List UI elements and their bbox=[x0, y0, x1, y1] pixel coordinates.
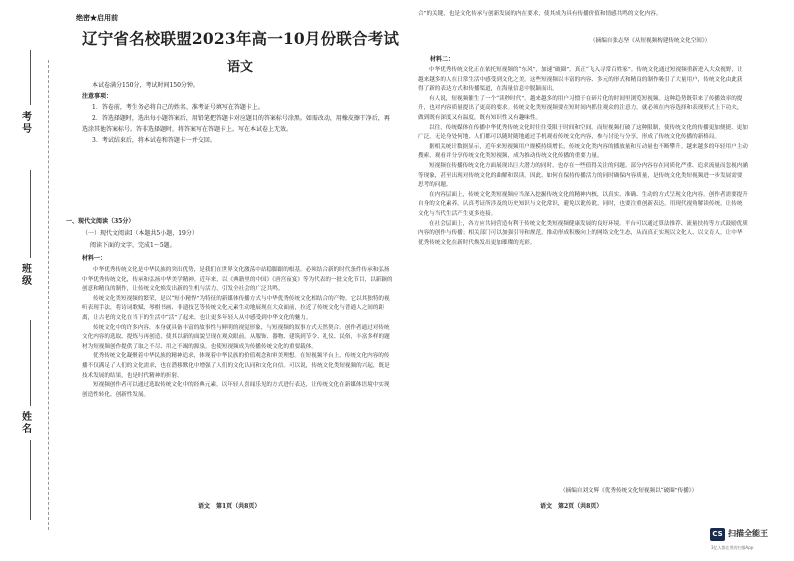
camscanner-icon: CS bbox=[710, 528, 725, 541]
paragraph: 优秀传统文化凝聚着中华民族的精神追求，体现着中华民族的价值观念和审美理想。在短视频平台上，传统文化内容的传播不仅满足了人们的文化需求，也在潜移默化中增强了人们的文化认同和文化自信。可以说，传统文化类短视频的兴起，既是技术发展的结果，也是时代精神的折射。 bbox=[82, 353, 390, 379]
source-1: （摘编自张志坚《从短视频构建传统文化空间》） bbox=[590, 38, 711, 44]
material-1-label: 材料一： bbox=[82, 255, 107, 262]
right-page-footer: 语文 第2页（共8页） bbox=[540, 503, 603, 510]
paragraph: 短视频创作者可以通过选取传统文化中的经典元素，以年轻人喜闻乐见的方式进行表达，让传统文化在新媒体语境中实现创造性转化、创新性发展。 bbox=[82, 382, 390, 398]
paragraph: 短视频在传播传统文化方面展现出巨大潜力的同时，也存在一些值得关注的问题。部分内容存在同质化严重、追求流量而忽视内涵等现象，甚至出现对传统文化的曲解和误读。因此，如何在保持传播活力的同时确保内容质量，是传统文化类短视频进一步发展需要思考的问题。 bbox=[418, 162, 748, 189]
name-label: 姓名 bbox=[22, 412, 32, 435]
binding-strip bbox=[0, 0, 62, 561]
carryover-text bbox=[418, 10, 748, 30]
reading-instruction: 阅读下面的文字，完成1～5题。 bbox=[90, 242, 176, 249]
carryover-paragraph: 合”的关键，也是文化传承与创新发展的内在要求，使其成为具有传播价值和情感共鸣的文化内容。 bbox=[418, 11, 662, 17]
paragraph: 中华优秀传统文化正在依托短视频的“东风”，加速“破圈”，真正“飞入寻常百姓家”。传统文化通过短视频重新进入大众视野，让越来越多的人在日常生活中感受到文化之美。这些短视频以丰富的内容、多元的形式和精良的制作吸引了大量用户，传统文化由此获得了新的表达方式和传播渠道，在海量信息中脱颖而出。 bbox=[418, 67, 743, 93]
scanner-watermark bbox=[710, 526, 786, 556]
paragraph: 在社会层面上，各方应共同营造有利于传统文化类短视频健康发展的良好环境。平台可以通过算法推荐、流量扶持等方式鼓励优质内容的创作与传播；相关部门可以加强引导和规范，推动形成积极向上的网络文化生态，从而真正实现以文化人、以文育人，让中华优秀传统文化在新时代焕发出更加璀璨的光彩。 bbox=[418, 220, 748, 246]
material-2-label: 材料二： bbox=[430, 56, 455, 63]
material-2-text bbox=[418, 66, 748, 486]
paragraph: 传统文化类短视频的繁荣，是以“短小精悍”为特征的新媒体传播方式与中华优秀传统文化相结合的产物。它以其独特的视听表现手法，将诗词歌赋、琴棋书画、非遗技艺等传统文化元素生动地展现在大众面前，拉近了传统文化与普通人之间的距离，让古老的文化在当下的生活中“活”了起来，也让更多年轻人从中感受到中华文化的魅力。 bbox=[82, 295, 390, 321]
scanner-tagline: 3亿人都在用的扫描App bbox=[711, 545, 754, 550]
exam-title: 辽宁省名校联盟2023年高一10月份联合考试 bbox=[82, 29, 400, 48]
exam-number-line bbox=[30, 50, 31, 105]
notes-title: 注意事项： bbox=[82, 93, 113, 100]
class-line bbox=[30, 170, 31, 258]
paragraph: 以往，传统媒体在传播中华优秀传统文化时往往受限于时间和空间。而短视频打破了这种限制，使传统文化的传播更加便捷、更加广泛。无论身处何地，人们都可以随时随地通过手机观看传统文化内容，参与讨论与分享，形成了传统文化传播的新格局。 bbox=[418, 124, 748, 141]
exam-number-label: 考号 bbox=[22, 112, 32, 135]
left-page-footer: 语文 第1页（共8页） bbox=[198, 503, 261, 510]
note-3: 3．考试结束后，将本试卷和答题卡一并交回。 bbox=[92, 137, 216, 144]
cut-line bbox=[48, 60, 49, 530]
subsection-heading: （一）现代文阅读Ⅰ（本题共5小题，19分） bbox=[82, 230, 198, 237]
confidential-mark: 绝密★启用前 bbox=[76, 13, 118, 22]
note-1: 1．答卷前，考生务必将自己的姓名、准考证号填写在答题卡上。 bbox=[92, 104, 264, 111]
paragraph: 传统文化中的许多内容，本身就具备丰富的故事性与鲜明的视觉形象，与短视频的叙事方式天然契合。创作者通过对传统文化内容的选取、提炼与再创造，使其以新的面貌呈现在观众眼前。从服饰、器物、建筑到节令、礼仪、民俗，丰富多样的题材为短视频创作提供了取之不尽、用之不竭的源泉，也使短视频成为传播传统文化的重要载体。 bbox=[82, 324, 390, 350]
scanner-name: 扫描全能王 bbox=[728, 529, 768, 538]
source-2: （摘编自刘文辉《优秀传统文化短视频以“破圈”传播》） bbox=[560, 488, 698, 494]
material-1-text bbox=[82, 266, 394, 484]
paragraph: 在内容层面上，传统文化类短视频应当深入挖掘传统文化的精神内核，以真实、准确、生动的方式呈现文化内容。创作者需要提升自身的文化素养，认真考证所涉及的历史知识与文化常识，避免以讹传讹。同时，也要注重创新表达，用现代视角解读传统，让传统文化与当代生活产生更多连接。 bbox=[418, 191, 748, 217]
paragraph: 据相关统计数据显示，近年来短视频用户规模持续增长，传统文化类内容的播放量和互动量也不断攀升。越来越多的年轻用户主动搜索、观看并分享传统文化类短视频，成为推动传统文化传播的重要力量。 bbox=[418, 143, 748, 160]
note-2: 2．答选择题时，选出每小题答案后，用铅笔把答题卡对应题目的答案标号涂黑。如需改动，用橡皮擦干净后，再选涂其他答案标号。答非选择题时，将答案写在答题卡上。写在本试卷上无效。 bbox=[82, 115, 390, 133]
name-line-lower bbox=[30, 440, 31, 520]
section-heading: 一、现代文阅读（35分） bbox=[66, 218, 135, 225]
exam-info bbox=[82, 80, 392, 146]
exam-info-text: 本试卷满分150分，考试时间150分钟。 bbox=[92, 82, 199, 89]
class-label: 班级 bbox=[22, 264, 32, 287]
subject-title: 语文 bbox=[226, 60, 253, 75]
name-line bbox=[30, 320, 31, 406]
paragraph: 中华优秀传统文化是中华民族的突出优势，是我们在世界文化激荡中站稳脚跟的根基。必须结合新的时代条件传承和弘扬中华优秀传统文化，传承和弘扬中华美学精神。近年来，以《典籍里的中国》《唐宫夜宴》等为代表的一批文化节目，以新颖的创意和精良的制作，让传统文化焕发出新的生机与活力，引发全社会的广泛共鸣。 bbox=[82, 267, 393, 293]
paragraph: 有人说，短视频催生了一个“读秒时代”。越来越多的用户习惯于在碎片化的时间里浏览短视频。这种趋势既带来了传播效率的提升，也对内容质量提出了更高的要求。传统文化类短视频要在短时间内抓住观众的注意力，就必须在内容选择和表现形式上下功夫，做到既有深度又有温度，既有知识性又有趣味性。 bbox=[418, 95, 743, 121]
